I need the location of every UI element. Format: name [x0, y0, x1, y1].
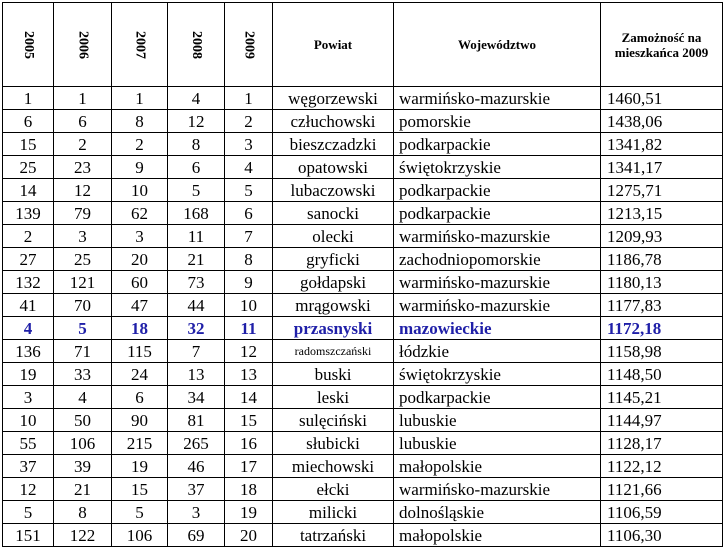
cell-wojewodztwo: warmińsko-mazurskie — [394, 478, 601, 501]
cell-wojewodztwo: świętokrzyskie — [394, 363, 601, 386]
cell-rank-2009: 10 — [225, 294, 273, 317]
cell-rank-2009: 7 — [225, 225, 273, 248]
header-2009: 2009 — [225, 3, 273, 87]
cell-wojewodztwo: małopolskie — [394, 524, 601, 547]
cell-powiat: człuchowski — [273, 110, 394, 133]
cell-rank-2009: 3 — [225, 133, 273, 156]
table-row — [3, 271, 723, 294]
table-row — [3, 317, 723, 340]
cell-rank-2008: 44 — [168, 294, 225, 317]
cell-rank-2006: 5 — [54, 317, 112, 340]
cell-powiat: milicki — [273, 501, 394, 524]
table-row — [3, 455, 723, 478]
cell-rank-2009: 2 — [225, 110, 273, 133]
cell-rank-2009: 14 — [225, 386, 273, 409]
header-powiat: Powiat — [273, 3, 394, 87]
cell-rank-2007: 2 — [112, 133, 168, 156]
header-2005: 2005 — [3, 3, 54, 87]
cell-zamoznosc: 1122,12 — [601, 455, 723, 478]
cell-zamoznosc: 1186,78 — [601, 248, 723, 271]
cell-powiat: leski — [273, 386, 394, 409]
cell-rank-2007: 24 — [112, 363, 168, 386]
cell-rank-2009: 6 — [225, 202, 273, 225]
cell-rank-2007: 90 — [112, 409, 168, 432]
cell-zamoznosc: 1145,21 — [601, 386, 723, 409]
cell-rank-2008: 73 — [168, 271, 225, 294]
cell-rank-2009: 17 — [225, 455, 273, 478]
table-row — [3, 432, 723, 455]
cell-rank-2008: 46 — [168, 455, 225, 478]
cell-rank-2005: 19 — [3, 363, 54, 386]
cell-rank-2005: 139 — [3, 202, 54, 225]
cell-rank-2007: 60 — [112, 271, 168, 294]
cell-wojewodztwo: warmińsko-mazurskie — [394, 87, 601, 110]
cell-wojewodztwo: zachodniopomorskie — [394, 248, 601, 271]
cell-rank-2005: 15 — [3, 133, 54, 156]
cell-rank-2007: 10 — [112, 179, 168, 202]
ranking-table — [2, 2, 723, 547]
cell-powiat: przasnyski — [273, 317, 394, 340]
cell-powiat: węgorzewski — [273, 87, 394, 110]
cell-wojewodztwo: podkarpackie — [394, 202, 601, 225]
table-body — [3, 87, 723, 547]
cell-rank-2005: 41 — [3, 294, 54, 317]
cell-rank-2009: 12 — [225, 340, 273, 363]
cell-rank-2005: 3 — [3, 386, 54, 409]
cell-zamoznosc: 1121,66 — [601, 478, 723, 501]
cell-rank-2008: 69 — [168, 524, 225, 547]
cell-rank-2008: 11 — [168, 225, 225, 248]
cell-rank-2007: 62 — [112, 202, 168, 225]
cell-powiat: mrągowski — [273, 294, 394, 317]
cell-rank-2005: 14 — [3, 179, 54, 202]
header-row — [3, 3, 723, 87]
cell-wojewodztwo: łódzkie — [394, 340, 601, 363]
cell-powiat: gołdapski — [273, 271, 394, 294]
cell-rank-2009: 4 — [225, 156, 273, 179]
cell-powiat: gryficki — [273, 248, 394, 271]
cell-rank-2005: 151 — [3, 524, 54, 547]
cell-rank-2007: 106 — [112, 524, 168, 547]
cell-rank-2005: 4 — [3, 317, 54, 340]
cell-powiat: miechowski — [273, 455, 394, 478]
cell-rank-2006: 50 — [54, 409, 112, 432]
cell-rank-2006: 25 — [54, 248, 112, 271]
cell-rank-2006: 4 — [54, 386, 112, 409]
cell-wojewodztwo: małopolskie — [394, 455, 601, 478]
cell-rank-2006: 39 — [54, 455, 112, 478]
cell-rank-2005: 6 — [3, 110, 54, 133]
table-row — [3, 156, 723, 179]
table-row — [3, 478, 723, 501]
cell-zamoznosc: 1213,15 — [601, 202, 723, 225]
cell-rank-2009: 9 — [225, 271, 273, 294]
cell-rank-2005: 132 — [3, 271, 54, 294]
cell-rank-2007: 18 — [112, 317, 168, 340]
cell-powiat: słubicki — [273, 432, 394, 455]
table-row — [3, 179, 723, 202]
cell-powiat: radomszczański — [273, 340, 394, 363]
cell-zamoznosc: 1177,83 — [601, 294, 723, 317]
cell-rank-2006: 33 — [54, 363, 112, 386]
cell-rank-2006: 6 — [54, 110, 112, 133]
cell-rank-2007: 3 — [112, 225, 168, 248]
cell-rank-2007: 47 — [112, 294, 168, 317]
cell-wojewodztwo: dolnośląskie — [394, 501, 601, 524]
cell-rank-2005: 1 — [3, 87, 54, 110]
cell-rank-2008: 265 — [168, 432, 225, 455]
cell-wojewodztwo: warmińsko-mazurskie — [394, 271, 601, 294]
cell-zamoznosc: 1341,17 — [601, 156, 723, 179]
cell-zamoznosc: 1106,30 — [601, 524, 723, 547]
table-row — [3, 202, 723, 225]
cell-rank-2007: 115 — [112, 340, 168, 363]
cell-zamoznosc: 1341,82 — [601, 133, 723, 156]
cell-rank-2006: 23 — [54, 156, 112, 179]
table-row — [3, 294, 723, 317]
cell-rank-2007: 5 — [112, 501, 168, 524]
cell-rank-2006: 12 — [54, 179, 112, 202]
cell-zamoznosc: 1172,18 — [601, 317, 723, 340]
cell-zamoznosc: 1158,98 — [601, 340, 723, 363]
cell-wojewodztwo: świętokrzyskie — [394, 156, 601, 179]
cell-zamoznosc: 1180,13 — [601, 271, 723, 294]
cell-zamoznosc: 1128,17 — [601, 432, 723, 455]
cell-wojewodztwo: warmińsko-mazurskie — [394, 294, 601, 317]
cell-rank-2009: 15 — [225, 409, 273, 432]
table-row — [3, 386, 723, 409]
cell-rank-2008: 3 — [168, 501, 225, 524]
cell-rank-2008: 81 — [168, 409, 225, 432]
cell-powiat: ełcki — [273, 478, 394, 501]
header-wojewodztwo: Województwo — [394, 3, 601, 87]
cell-zamoznosc: 1275,71 — [601, 179, 723, 202]
cell-rank-2005: 37 — [3, 455, 54, 478]
table-row — [3, 110, 723, 133]
cell-rank-2005: 25 — [3, 156, 54, 179]
table-row — [3, 524, 723, 547]
cell-zamoznosc: 1460,51 — [601, 87, 723, 110]
cell-rank-2005: 2 — [3, 225, 54, 248]
cell-rank-2007: 9 — [112, 156, 168, 179]
cell-rank-2006: 3 — [54, 225, 112, 248]
cell-wojewodztwo: mazowieckie — [394, 317, 601, 340]
table-row — [3, 409, 723, 432]
cell-rank-2006: 79 — [54, 202, 112, 225]
cell-wojewodztwo: warmińsko-mazurskie — [394, 225, 601, 248]
cell-rank-2005: 12 — [3, 478, 54, 501]
cell-zamoznosc: 1209,93 — [601, 225, 723, 248]
cell-rank-2007: 1 — [112, 87, 168, 110]
cell-wojewodztwo: lubuskie — [394, 409, 601, 432]
cell-rank-2007: 20 — [112, 248, 168, 271]
cell-powiat: sulęciński — [273, 409, 394, 432]
cell-rank-2005: 55 — [3, 432, 54, 455]
cell-rank-2006: 121 — [54, 271, 112, 294]
cell-rank-2006: 1 — [54, 87, 112, 110]
header-2008: 2008 — [168, 3, 225, 87]
cell-rank-2006: 122 — [54, 524, 112, 547]
cell-rank-2006: 21 — [54, 478, 112, 501]
cell-powiat: lubaczowski — [273, 179, 394, 202]
cell-powiat: bieszczadzki — [273, 133, 394, 156]
cell-zamoznosc: 1106,59 — [601, 501, 723, 524]
cell-powiat: buski — [273, 363, 394, 386]
cell-rank-2009: 18 — [225, 478, 273, 501]
cell-rank-2008: 8 — [168, 133, 225, 156]
cell-rank-2007: 15 — [112, 478, 168, 501]
cell-rank-2009: 5 — [225, 179, 273, 202]
cell-rank-2008: 4 — [168, 87, 225, 110]
cell-rank-2007: 8 — [112, 110, 168, 133]
cell-rank-2009: 11 — [225, 317, 273, 340]
table-row — [3, 340, 723, 363]
cell-powiat: opatowski — [273, 156, 394, 179]
header-2006: 2006 — [54, 3, 112, 87]
cell-rank-2006: 2 — [54, 133, 112, 156]
table-row — [3, 133, 723, 156]
cell-rank-2009: 1 — [225, 87, 273, 110]
cell-rank-2006: 106 — [54, 432, 112, 455]
header-zamoznosc: Zamożność na mieszkańca 2009 — [601, 3, 723, 87]
cell-wojewodztwo: lubuskie — [394, 432, 601, 455]
cell-rank-2008: 37 — [168, 478, 225, 501]
table-row — [3, 225, 723, 248]
cell-rank-2008: 34 — [168, 386, 225, 409]
cell-rank-2008: 21 — [168, 248, 225, 271]
table-row — [3, 87, 723, 110]
header-2007: 2007 — [112, 3, 168, 87]
cell-rank-2006: 70 — [54, 294, 112, 317]
cell-rank-2007: 6 — [112, 386, 168, 409]
cell-powiat: olecki — [273, 225, 394, 248]
cell-rank-2009: 8 — [225, 248, 273, 271]
cell-wojewodztwo: podkarpackie — [394, 386, 601, 409]
cell-rank-2006: 71 — [54, 340, 112, 363]
cell-rank-2009: 16 — [225, 432, 273, 455]
table-row — [3, 363, 723, 386]
cell-rank-2005: 27 — [3, 248, 54, 271]
table-row — [3, 501, 723, 524]
cell-zamoznosc: 1148,50 — [601, 363, 723, 386]
cell-powiat: sanocki — [273, 202, 394, 225]
cell-rank-2009: 19 — [225, 501, 273, 524]
cell-rank-2008: 5 — [168, 179, 225, 202]
cell-rank-2006: 8 — [54, 501, 112, 524]
cell-rank-2007: 19 — [112, 455, 168, 478]
cell-rank-2009: 13 — [225, 363, 273, 386]
cell-zamoznosc: 1438,06 — [601, 110, 723, 133]
cell-wojewodztwo: pomorskie — [394, 110, 601, 133]
cell-rank-2009: 20 — [225, 524, 273, 547]
cell-rank-2005: 5 — [3, 501, 54, 524]
cell-rank-2008: 6 — [168, 156, 225, 179]
cell-rank-2005: 136 — [3, 340, 54, 363]
cell-rank-2008: 168 — [168, 202, 225, 225]
table-row — [3, 248, 723, 271]
cell-wojewodztwo: podkarpackie — [394, 179, 601, 202]
cell-rank-2007: 215 — [112, 432, 168, 455]
cell-rank-2005: 10 — [3, 409, 54, 432]
cell-rank-2008: 7 — [168, 340, 225, 363]
cell-rank-2008: 13 — [168, 363, 225, 386]
cell-wojewodztwo: podkarpackie — [394, 133, 601, 156]
cell-powiat: tatrzański — [273, 524, 394, 547]
cell-zamoznosc: 1144,97 — [601, 409, 723, 432]
cell-rank-2008: 12 — [168, 110, 225, 133]
cell-rank-2008: 32 — [168, 317, 225, 340]
